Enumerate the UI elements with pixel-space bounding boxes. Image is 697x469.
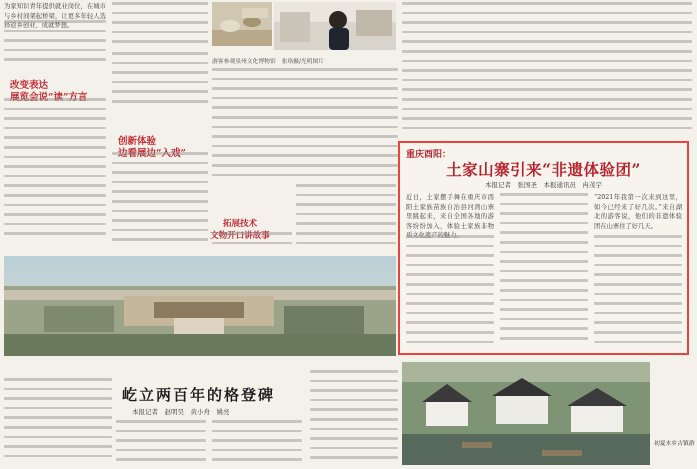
text-lines bbox=[594, 235, 682, 351]
photo-museum-exhibit bbox=[212, 2, 272, 46]
photo-water-town bbox=[402, 362, 650, 465]
article-headline-gedeng-stele: 屹立两百年的格登碑 bbox=[122, 386, 276, 404]
photo-caption-right bbox=[654, 440, 696, 448]
text-lines bbox=[116, 420, 206, 464]
subhead-text: 改变表达 展览会说“读”方言 bbox=[10, 80, 88, 103]
text-lines bbox=[406, 235, 494, 351]
text-lines bbox=[4, 98, 106, 248]
text-lines bbox=[112, 52, 208, 112]
text-lines bbox=[212, 232, 292, 252]
photo-child-visitor bbox=[274, 2, 396, 50]
article-byline-bottom: 本报记者 赵明昊 黄小舟 姚亮 bbox=[132, 408, 230, 416]
article-headline: 土家山寨引来“非遗体验团” bbox=[446, 160, 641, 179]
caption-text: 游客参观泉州文化博物馆 张珞摄/光明图片 bbox=[212, 59, 325, 65]
photo-aerial-museum bbox=[4, 256, 396, 356]
article-body-1: 近日，土家摆手舞在重庆市酉阳土家族苗族自治县河湾山寨里跳起来，来自全国各地的游客纷纷加入，体验土家族非物质文化遗产的魅力。 bbox=[406, 194, 494, 240]
text-lines bbox=[4, 20, 106, 68]
caption-text: 初夏水乡古镇游 bbox=[654, 441, 695, 447]
article-location: 重庆酉阳： bbox=[406, 150, 452, 160]
text-lines bbox=[402, 2, 692, 134]
subhead-text: 拓展技术 文物开口讲故事 bbox=[210, 219, 270, 241]
photo-caption bbox=[212, 58, 398, 66]
text-lines bbox=[310, 370, 398, 464]
feature-article-youyang bbox=[398, 141, 689, 355]
text-lines bbox=[212, 68, 398, 180]
article-text-top-left: 为家知识青年提供就业岗位，在城市与乡村间架起桥梁，让更多年轻人选择返乡创业、成就梦想。 bbox=[4, 3, 106, 30]
article-byline: 本报记者 张国圣 本报通讯员 冉茂宇 bbox=[485, 181, 602, 189]
text-lines bbox=[112, 2, 208, 50]
text-lines bbox=[212, 420, 302, 464]
text-lines bbox=[500, 193, 588, 353]
text-lines bbox=[112, 152, 208, 248]
text-lines bbox=[4, 378, 112, 464]
article-body-2: “2021年我第一次来到这里，如今已经来了好几次。”来自湖北的游客说，他们的非遗体验团在山寨住了好几天。 bbox=[594, 194, 682, 230]
subhead-text: 创新体验 边看展边“入戏” bbox=[118, 136, 186, 159]
text-lines bbox=[296, 184, 396, 252]
